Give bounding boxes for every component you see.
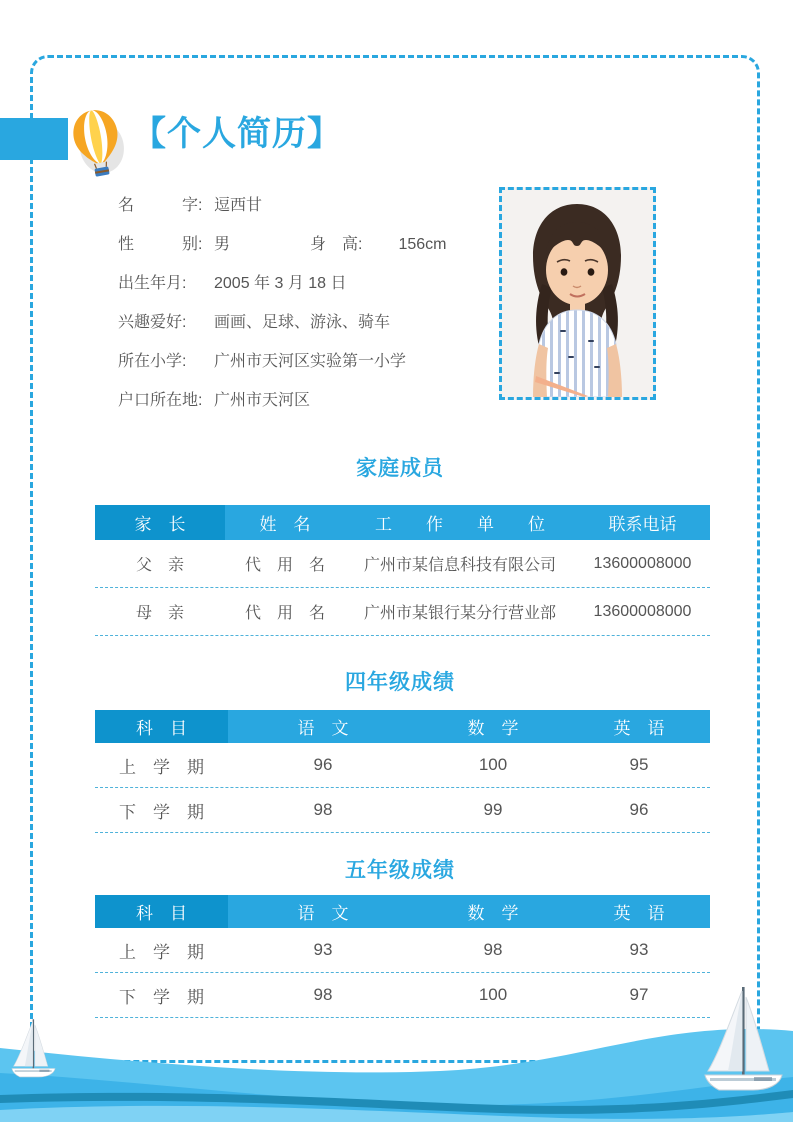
- cell-score-english: 97: [629, 985, 649, 1004]
- cell-score-chinese: 96: [313, 755, 333, 774]
- info-row-name: [118, 184, 447, 223]
- family-table: [95, 505, 710, 636]
- cell-workunit: 广州市某银行某分行营业部: [363, 605, 556, 622]
- header-cell-english: 英 语: [613, 719, 665, 738]
- section-title-grade4: 四年级成绩: [345, 671, 455, 694]
- cell-score-english: 93: [629, 940, 649, 959]
- page-title: 【个人简历】: [132, 115, 342, 153]
- header-cell-parent: 家 长: [95, 505, 225, 540]
- cell-semester: 上 学 期: [119, 942, 204, 962]
- field-label: 性 别:: [118, 236, 203, 253]
- cell-phone: 13600008000: [593, 602, 692, 620]
- header-cell-subject: 科 目: [95, 895, 228, 928]
- info-row-hobbies: [118, 301, 447, 340]
- field-label: 兴趣爱好:: [118, 314, 187, 331]
- section-title-grade5: 五年级成绩: [345, 859, 455, 882]
- cell-parent: 父 亲: [135, 557, 184, 574]
- cell-phone: 13600008000: [593, 554, 692, 572]
- grade4-table: [95, 710, 710, 833]
- field-label: 出生年月:: [118, 275, 187, 292]
- cell-semester: 上 学 期: [119, 757, 204, 777]
- field-label: 所在小学:: [118, 353, 187, 370]
- cell-semester: 下 学 期: [119, 987, 204, 1007]
- cell-score-math: 98: [483, 940, 503, 959]
- header-cell-phone: 联系电话: [608, 515, 677, 534]
- header-cell-math: 数 学: [467, 904, 519, 923]
- grade4-table-header: [95, 710, 710, 743]
- field-pair-height: [310, 231, 446, 254]
- student-photo: [499, 187, 656, 400]
- header-cell-english: 英 语: [613, 904, 665, 923]
- table-row-father: [95, 540, 710, 588]
- cell-score-chinese: 93: [313, 940, 333, 959]
- field-label: 身 高:: [310, 236, 363, 253]
- cell-name: 代 用 名: [244, 557, 325, 574]
- cell-score-math: 100: [478, 755, 508, 774]
- cell-score-math: 100: [478, 985, 508, 1004]
- field-value: 广州市天河区: [214, 392, 311, 409]
- header-cell-chinese: 语 文: [297, 719, 349, 738]
- field-label: 名 字:: [118, 197, 203, 214]
- info-row-residence: [118, 379, 447, 418]
- cell-score-english: 96: [629, 800, 649, 819]
- field-value: 广州市天河区实验第一小学: [214, 353, 407, 370]
- profile-info: [118, 184, 447, 418]
- field-label: 户口所在地:: [118, 392, 203, 409]
- header-cell-math: 数 学: [467, 719, 519, 738]
- field-value: 男: [214, 236, 231, 253]
- table-row-semester1: [95, 928, 710, 973]
- cell-score-english: 95: [629, 755, 649, 774]
- section-title-family: 家庭成员: [356, 457, 444, 480]
- grade5-table-header: [95, 895, 710, 928]
- field-value: 156cm: [398, 236, 447, 253]
- cell-name: 代 用 名: [244, 605, 325, 622]
- header-cell-workunit: 工 作 单 位: [375, 515, 545, 534]
- wave-decoration: [0, 977, 793, 1122]
- table-row-semester2: [95, 788, 710, 833]
- table-row-mother: [95, 588, 710, 636]
- family-table-header: [95, 505, 710, 540]
- info-row-birthdate: [118, 262, 447, 301]
- field-value: 画画、足球、游泳、骑车: [214, 314, 391, 331]
- cell-parent: 母 亲: [135, 605, 184, 622]
- title-accent-band: [0, 118, 68, 160]
- cell-score-math: 99: [483, 800, 503, 819]
- cell-score-chinese: 98: [313, 800, 333, 819]
- header-cell-subject: 科 目: [95, 710, 228, 743]
- header-cell-chinese: 语 文: [297, 904, 349, 923]
- hot-air-balloon-icon: [70, 108, 124, 178]
- info-row-gender-height: [118, 223, 447, 262]
- cell-semester: 下 学 期: [119, 802, 204, 822]
- cell-workunit: 广州市某信息科技有限公司: [363, 557, 556, 574]
- info-row-school: [118, 340, 447, 379]
- cell-score-chinese: 98: [313, 985, 333, 1004]
- table-row-semester1: [95, 743, 710, 788]
- field-value: 2005 年 3 月 18 日: [214, 275, 347, 292]
- field-value: 逗西甘: [214, 197, 263, 214]
- header-cell-name: 姓 名: [259, 515, 311, 534]
